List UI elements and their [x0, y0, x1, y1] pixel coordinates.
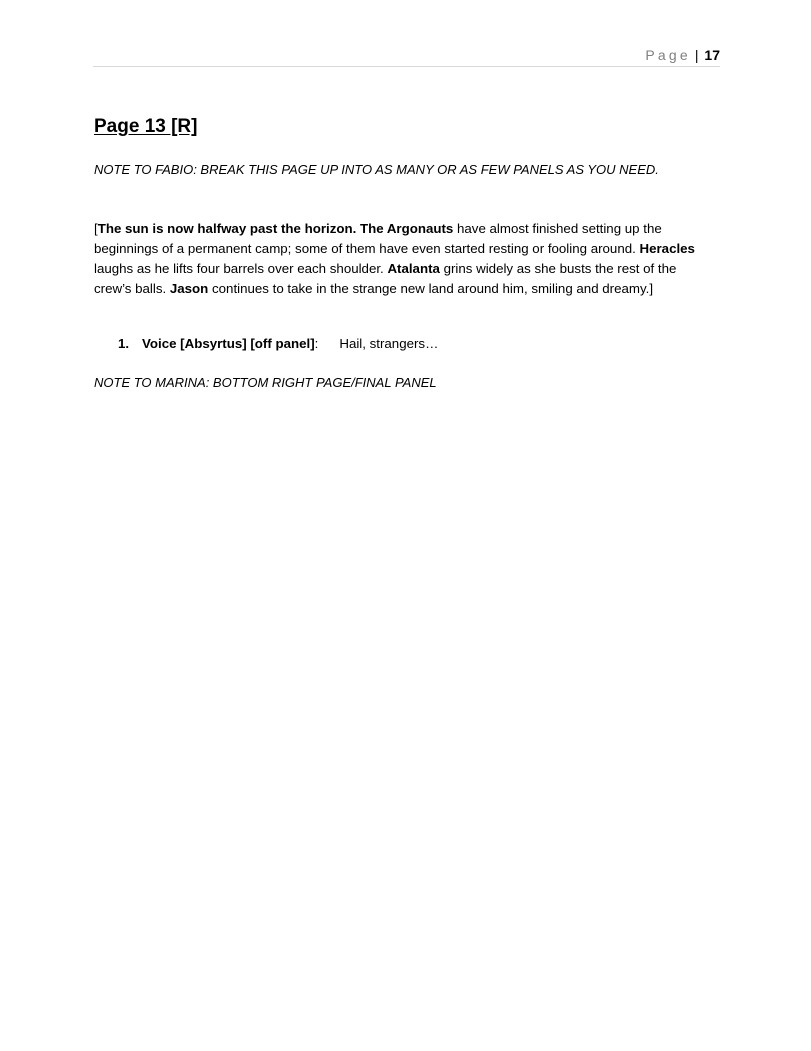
description-text-2: laughs as he lifts four barrels over each shoulder. [94, 261, 388, 276]
panel-description [94, 219, 714, 299]
dialogue-number: 1. [118, 336, 130, 351]
note-to-marina: NOTE TO MARINA: BOTTOM RIGHT PAGE/FINAL PANEL [94, 375, 437, 390]
dialogue-colon: : [314, 336, 319, 351]
page-separator: | [694, 47, 699, 63]
page-word: Page [645, 47, 691, 63]
description-bold-atalanta: Atalanta [387, 261, 440, 276]
page-number: 17 [704, 47, 720, 63]
dialogue-speaker: Voice [Absyrtus] [off panel] [142, 336, 315, 351]
page-number-label [645, 47, 720, 63]
dialogue-text: Hail, strangers… [339, 336, 439, 351]
page-title: Page 13 [R] [94, 116, 198, 137]
description-bold-jason: Jason [169, 281, 209, 296]
page-header [93, 44, 720, 67]
description-open-bracket: [ [94, 221, 98, 236]
description-bold-heracles: Heracles [639, 241, 695, 256]
note-to-fabio: NOTE TO FABIO: BREAK THIS PAGE UP INTO AS MANY OR AS FEW PANELS AS YOU NEED. [94, 162, 659, 177]
description-bold-sun-argonauts: The sun is now halfway past the horizon. The Argonauts [97, 221, 454, 236]
description-text-3: grins widely as she busts the rest of the crew’s balls. [94, 261, 677, 296]
description-text-1: have almost finished setting up the beginnings of a permanent camp; some of them have even started resting or fooling around. [94, 221, 662, 256]
description-text-4: continues to take in the strange new land around him, smiling and dreamy.] [208, 281, 654, 296]
dialogue-line [118, 336, 438, 352]
